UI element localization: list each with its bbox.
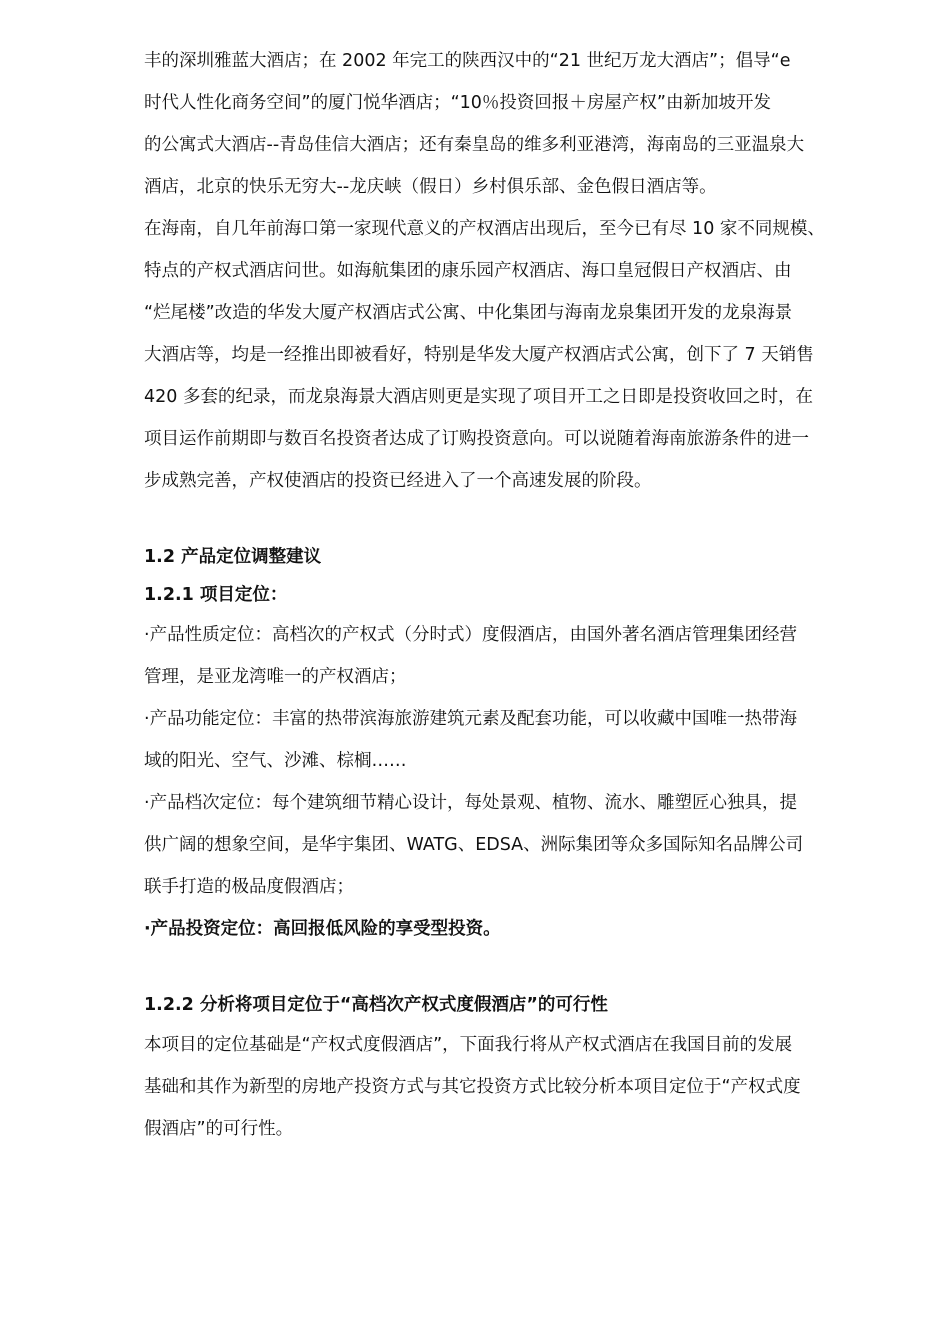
text-line: 本项目的定位基础是“产权式度假酒店”，下面我行将从产权式酒店在我国目前的发展 — [144, 1035, 793, 1055]
text-line: ·产品档次定位：每个建筑细节精心设计，每处景观、植物、流水、雕塑匠心独具，提 — [144, 793, 798, 813]
text-line: 管理，是亚龙湾唯一的产权酒店； — [144, 667, 407, 687]
positioning-function — [144, 698, 884, 782]
document-page — [144, 40, 884, 1150]
paragraph-hainan — [144, 208, 884, 502]
paragraph-hotel-examples — [144, 40, 884, 208]
spacer — [144, 950, 884, 986]
positioning-investment: ·产品投资定位：高回报低风险的享受型投资。 — [144, 919, 501, 939]
spacer — [144, 502, 884, 538]
paragraph-analysis — [144, 1024, 884, 1150]
text-line: 特点的产权式酒店问世。如海航集团的康乐园产权酒店、海口皇冠假日产权酒店、由 — [144, 261, 792, 281]
text-line: 时代人性化商务空间”的厦门悦华酒店；“10％投资回报＋房屋产权”由新加坡开发 — [144, 93, 771, 113]
section-heading-1-2-1: 1.2.1 项目定位： — [144, 585, 288, 605]
text-line: 大酒店等，均是一经推出即被看好，特别是华发大厦产权酒店式公寓，创下了 7 天销售 — [144, 345, 814, 365]
text-line: 在海南，自几年前海口第一家现代意义的产权酒店出现后，至今已有尽 10 家不同规模、 — [144, 219, 825, 239]
text-line: 假酒店”的可行性。 — [144, 1119, 294, 1139]
text-line: 420 多套的纪录，而龙泉海景大酒店则更是实现了项目开工之日即是投资收回之时，在 — [144, 387, 813, 407]
text-line: 基础和其作为新型的房地产投资方式与其它投资方式比较分析本项目定位于“产权式度 — [144, 1077, 801, 1097]
text-line: 联手打造的极品度假酒店； — [144, 877, 354, 897]
text-line: 域的阳光、空气、沙滩、棕榈…… — [144, 751, 407, 771]
positioning-grade — [144, 782, 884, 908]
text-line: 的公寓式大酒店--青岛佳信大酒店；还有秦皇岛的维多利亚港湾，海南岛的三亚温泉大 — [144, 135, 805, 155]
section-heading-1-2-2: 1.2.2 分析将项目定位于“高档次产权式度假酒店”的可行性 — [144, 995, 608, 1015]
text-line: 项目运作前期即与数百名投资者达成了订购投资意向。可以说随着海南旅游条件的进一 — [144, 429, 809, 449]
text-line: 供广阔的想象空间，是华宇集团、WATG、EDSA、洲际集团等众多国际知名品牌公司 — [144, 835, 804, 855]
text-line: ·产品功能定位：丰富的热带滨海旅游建筑元素及配套功能，可以收藏中国唯一热带海 — [144, 709, 798, 729]
text-line: 酒店，北京的快乐无穷大--龙庆峡（假日）乡村俱乐部、金色假日酒店等。 — [144, 177, 717, 197]
text-line: 丰的深圳雅蓝大酒店；在 2002 年完工的陕西汉中的“21 世纪万龙大酒店”；倡导“e — [144, 51, 791, 71]
section-heading-1-2: 1.2 产品定位调整建议 — [144, 547, 322, 567]
text-line: ·产品性质定位：高档次的产权式（分时式）度假酒店，由国外著名酒店管理集团经营 — [144, 625, 798, 645]
text-line: 步成熟完善，产权使酒店的投资已经进入了一个高速发展的阶段。 — [144, 471, 652, 491]
positioning-nature — [144, 614, 884, 698]
text-line: “烂尾楼”改造的华发大厦产权酒店式公寓、中化集团与海南龙泉集团开发的龙泉海景 — [144, 303, 793, 323]
